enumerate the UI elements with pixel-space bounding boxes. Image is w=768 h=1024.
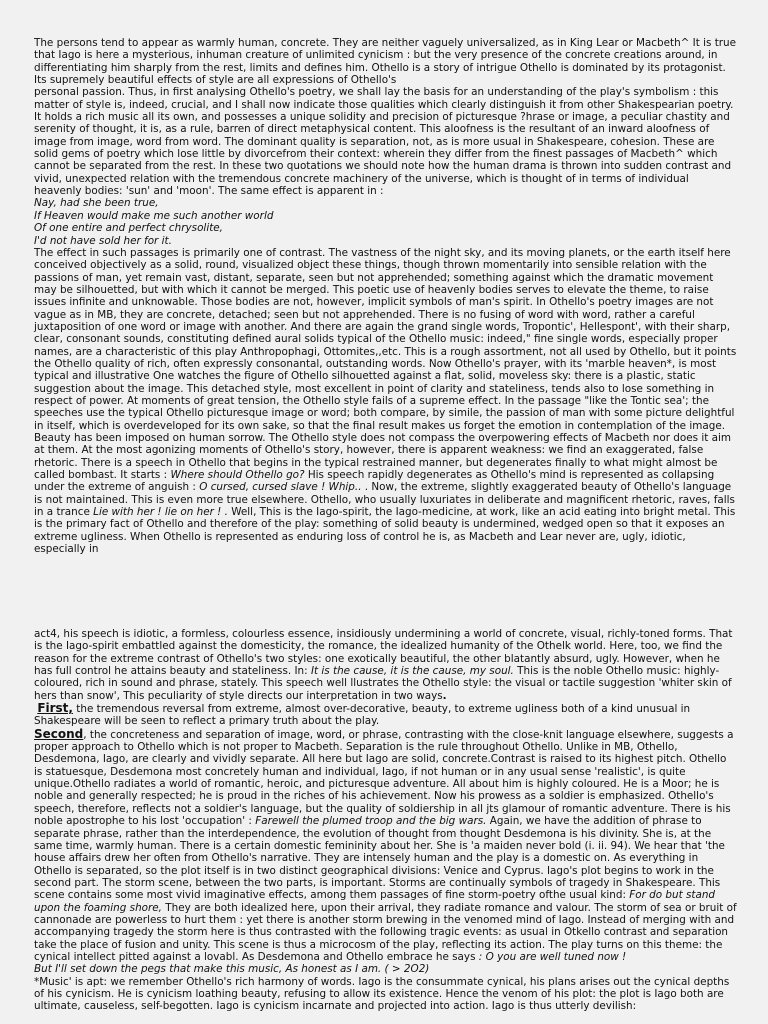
paragraph-second xyxy=(34,728,738,964)
text-run: His speech rapidly degenerates as Othello's mind is represented as collapsing under the extreme of anguish : xyxy=(34,469,715,494)
quote-line: Of one entire and perfect chrysolite, xyxy=(34,222,223,235)
paragraph-act4 xyxy=(34,628,738,702)
inline-quote: : O you are well tuned now ! xyxy=(478,950,627,963)
text-run: . Now, the extreme, slightly exaggerated beauty of Othello's language is not maintained. This is even more true elsewhere. Othello, who usually luxuriates in deliberate and magnificent rhetoric, raves, falls in a trance xyxy=(34,481,735,519)
paragraph-intro: The persons tend to appear as warmly human, concrete. They are neither vaguely universalized, as in King Lear or Macbeth^ It is true that Iago is here a mysterious, inhuman creature of unlimited cynicism : but the very presence of the concrete creations around, in differentiating him sharply from the rest, limits and defines him. Othello is a story of intrigue Othello is dominated by its protagonist. Its supremely beautiful effects of style are all expressions of Othello's xyxy=(34,37,737,87)
inline-quote: Lie with her ! lie on her ! . xyxy=(93,506,228,519)
inline-quote: O cursed, cursed slave ! Whip.. xyxy=(199,481,362,494)
quote-line: I'd not have sold her for it. xyxy=(34,234,172,247)
inline-quote: Where should Othello go? xyxy=(170,469,305,482)
paragraph-music: *Music' is apt: we remember Othello's rich harmony of words. Iago is the consummate cynical, his plans arises out the cynical depths of his cynicism. He is cynicism loathing beauty, refusing to allow its existence. Hence the venom of his plot: the plot is Iago both are ultimate, causeless, self-begotten. Iago is cynicism incarnate and projected into action. Iago is thus utterly devilish: xyxy=(34,975,730,1013)
text-block-bottom xyxy=(34,628,738,1013)
inline-quote: It is the cause, it is the cause, my soul. xyxy=(310,665,514,678)
heading-second: Second xyxy=(34,726,84,741)
text-block-top xyxy=(34,37,738,555)
text-run: , the concreteness and separation of image, word, or phrase, contrasting with the close-knit language elsewhere, suggests a proper approach to Othello which is not proper to Macbeth. Separation is the rule throughout Othello. Unlike in MB, Othello, Desdemona, Iago, are clearly and vividly separate. All here but Iago are solid, concrete.Contrast is raised to its highest pitch. Othello is statuesque, Desdemona most concretely human and individual, Iago, if not human or in any usual sense 'realistic', is quite unique.Othello radiates a world of romantic, heroic, and picturesque adventure. All about him is highly coloured. He is a Moor; he is noble and generally respected; he is proud in the riches of his achievement. Now his prowess as a soldier is emphasized. Othello's speech, therefore, reflects not a soldier's language, but the quality of soldiership in all jts glamour of romantic adventure. There is his noble apostrophe to his lost 'occupation' : xyxy=(34,728,734,828)
text-run: Well, This is the Iago-spirit, the Iago-medicine, at work, like an acid eating into bright metal. This is the primary fact of Othello and therefore of the play: something of solid beauty is undermined, wedged open so that it exposes an extreme ugliness. When Othello is represented as enduring loss of control he is, as Macbeth and Lear never are, ugly, idiotic, especially in xyxy=(34,506,736,556)
paragraph-style: personal passion. Thus, in first analysing Othello's poetry, we shall lay the basis for an understanding of the play's symbolism : this matter of style is, indeed, crucial, and I shall now indicate those qualities which clearly distinguish it from other Shakespearian poetry. It holds a rich music all its own, and possesses a unique solidity and precision of picturesque ?hrase or image, a peculiar chastity and serenity of thought, it is, as a rule, barren of direct metaphysical content. This aloofness is the resultant of an inward aloofness of image from image, word from word. The dominant quality is separation, not, as is more usual in Shakespeare, cohesion. These are solid gems of poetry which lose little by divorcefrom their context: wherein they differ from the finest passages of Macbeth^ which cannot be separated from the rest. In these two quotations we should note how the human drama is thrown into sudden contrast and vivid, unexpected relation with the tremendous concrete machinery of the universe, which is thought of in terms of individual heavenly bodies: 'sun' and 'moon'. The same effect is apparent in : xyxy=(34,86,734,198)
text-run: This is the noble Othello music: highly-coloured, rich in sound and phrase, stately. This speech well llustrates the Othello style: the visual or tactile suggestion 'whiter skin of hers than snow', This peculiarity of style directs our interpretation in two ways xyxy=(34,665,732,702)
text-run: act4, his speech is idiotic, a formless, colourless essence, insidiously undermining a world of concrete, visual, richly-toned forms. That is the Iago-spirit embattled against the domesticity, the romance, the idealized humanity of the Othelk world. Here, too, we find the reason for the extreme contrast of Othello's two styles: one exotically beautiful, the other blatantly absurd, ugly. However, when he has full control he attains beauty and stateliness. In: xyxy=(34,628,733,678)
quote-line: If Heaven would make me such another world xyxy=(34,209,274,222)
text-run: The effect in such passages is primarily one of contrast. The vastness of the night sky, and its moving planets, or the earth itself here conceived objectively as a solid, round, visualized object these things, though thrown momentarily into sensible relation with the passions of man, yet remain vast, distant, separate, seen but not apprehended; something against which the dramatic movement may be silhouetted, but with which it cannot be merged. This poetic use of heavenly bodies serves to elevate the theme, to raise issues infinite and unknowable. Those bodies are not, however, implicit symbols of man's spirit. In Othello's poetry images are not vague as in MB, they are concrete, detached; seen but not apprehended. There is no fusing of word with word, rather a careful juxtaposition of one word or image with another. And there are again the grand single words, Tropontic', Hellespont', with their sharp, clear, consonant sounds, constituting defined aural solids typical of the Othello music: indeed," fine single words, especially proper names, are a characteristic of this play Anthropophagi, Ottomites,,etc. This is a rough assortment, not all used by Othello, but it points the Othello quality of rich, often expressly consonantal, outstanding words. Now Othello's prayer, with its 'marble heaven*, is most typical and illustrative One watches the figure of Othello silhouetted against a flat, solid, moveless sky: there is a plastic, static suggestion about the image. This detached style, most excellent in point of clarity and stateliness, tends also to lose something in respect of power. At moments of great tension, the Othello style fails of a supreme effect. In the passage "like the Tontic sea'; the speeches use the typical Othello picturesque image or word; both compare, by simile, the passion of man with some picture delightful in itself, which is overdeveloped for its own sake, so that the final result makes us forget the emotion in contemplation of the image. Beauty has been imposed on human sorrow. The Othello style does not compass the overpowering effects of Macbeth nor does it aim at them. At the most agonizing moments of Othello's story, however, there is apparent weakness: we find an exaggerated, false rhetoric. There is a speech in Othello that begins in the typical restrained manner, but degenerates finally to what might almost be called bombast. It starts : xyxy=(34,246,737,482)
text-run: . xyxy=(442,689,447,702)
heading-first: First, xyxy=(37,701,73,716)
inline-quote: For do but stand upon the foaming shore, xyxy=(34,889,716,914)
text-run: Again, we have the addition of phrase to separate phrase, rather than the interdependence, the evolution of thought from thought Desdemona is his divinity. She is, at the same time, warmly human. There is a certain domestic femininity about her. She is 'a maiden never bold (i. ii. 94). We hear that 'the house affairs drew her often from Othello's narrative. They are intensely human and the play is a domestic on. As everything in Othello is separated, so the plot itself is in two distinct geographical divisions: Venice and Cyprus. Iago's plot begins to work in the second part. The storm scene, between the two parts, is important. Storms are continually symbols of tragedy in Shakespeare. This scene contains some most vivid imaginative effects, among them passages of fine storm-poetry ofthe usual kind: xyxy=(34,815,725,902)
inline-quote: Farewell the plumed troop and the big wars. xyxy=(255,815,487,828)
paragraph-first xyxy=(34,702,738,728)
quote-line: But I'll set down the pegs that make this music, As honest as I am. ( > 2O2) xyxy=(34,963,430,976)
text-run: the tremendous reversal from extreme, almost over-decorative, beauty, to extreme ugliness both of a kind unusual in Shakespeare will be seen to reflect a primary truth about the play. xyxy=(34,703,691,728)
text-run: They are both idealized here, upon their arrival, they radiate romance and valour. The storm of sea or bruit of cannonade are powerless to hurt them : yet there is another storm brewing in the venomed mind of Iago. Instead of merging with and accompanying tragedy the storm here is thus contrasted with the following tragic events: as usual in Otkello contrast and separation take the place of fusion and unity. This scene is thus a microcosm of the play, reflecting its action. The play turns on this theme: the cynical intellect pitted against a lovabl. As Desdemona and Othello embrace he says xyxy=(34,901,737,963)
page-break-gap xyxy=(0,560,768,622)
paragraph-contrast xyxy=(34,247,738,556)
quote-line: Nay, had she been true, xyxy=(34,197,159,210)
